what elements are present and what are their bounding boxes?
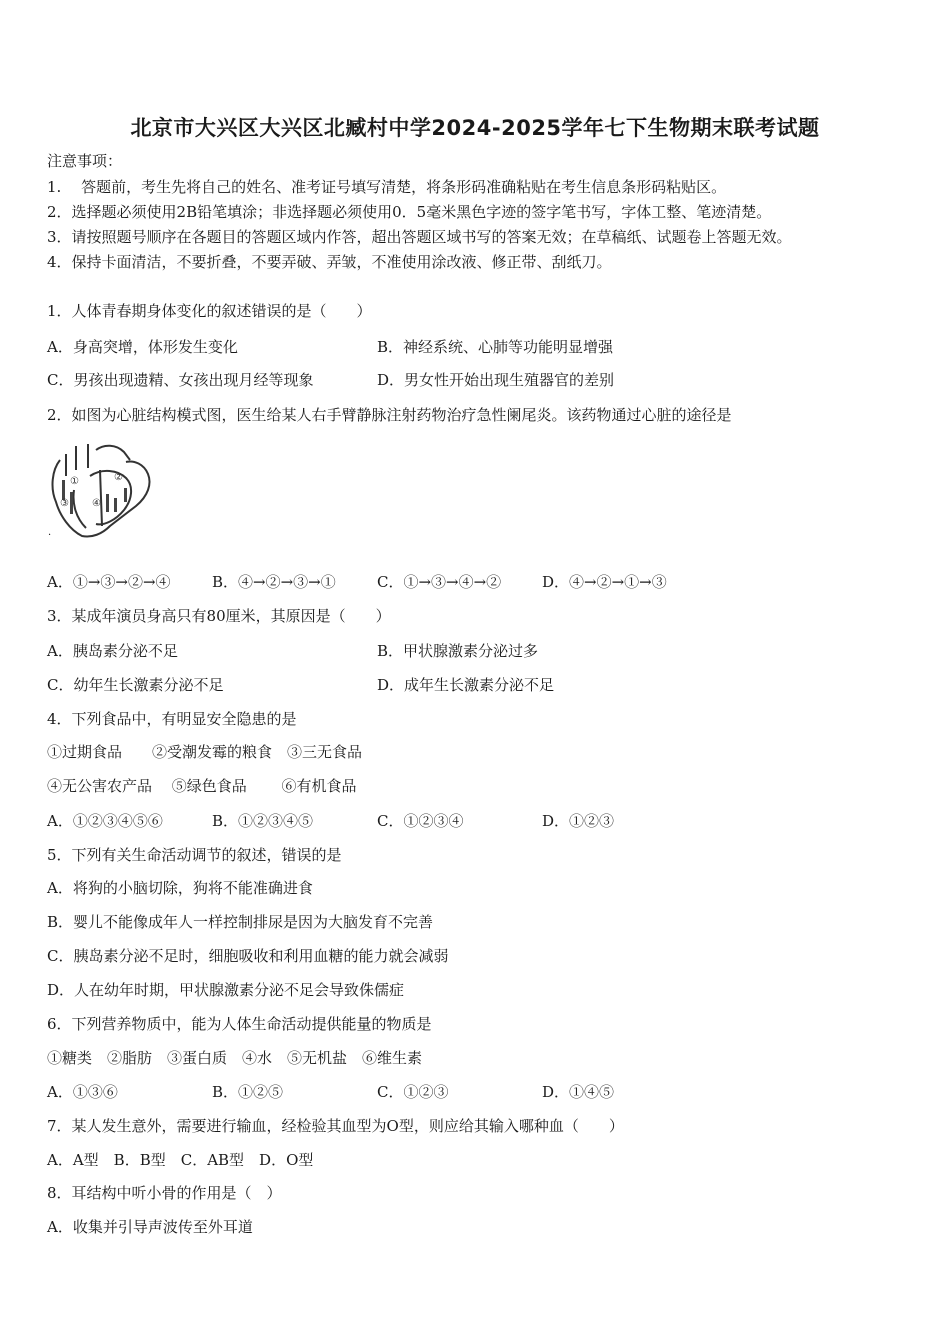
q3-option-d: D．成年生长激素分泌不足 (377, 676, 555, 694)
heart-diagram (46, 440, 158, 540)
q1-option-d: D．男女性开始出现生殖器官的差别 (377, 371, 615, 389)
q4-items-row-2: ④无公害农产品 ⑤绿色食品 ⑥有机食品 (47, 777, 357, 795)
q3-option-c: C．幼年生长激素分泌不足 (47, 676, 224, 694)
notice-item-1: 1. 答题前，考生先将自己的姓名、准考证号填写清楚，将条形码准确粘贴在考生信息条形码粘贴区。 (47, 178, 727, 196)
q3-option-b: B．甲状腺激素分泌过多 (377, 642, 539, 660)
q8-option-a: A．收集并引导声波传至外耳道 (47, 1218, 253, 1236)
q6-option-d: D．①④⑤ (542, 1083, 615, 1101)
q1-option-b: B．神经系统、心肺等功能明显增强 (377, 338, 614, 356)
heart-label-2: ② (114, 472, 123, 483)
q1-stem: 1．人体青春期身体变化的叙述错误的是（ ） (47, 302, 372, 320)
notice-heading: 注意事项： (47, 152, 123, 170)
q1-option-c: C．男孩出现遗精、女孩出现月经等现象 (47, 371, 314, 389)
q4-items-row-1: ①过期食品 ②受潮发霉的粮食 ③三无食品 (47, 743, 363, 761)
q6-stem: 6．下列营养物质中，能为人体生命活动提供能量的物质是 (47, 1015, 432, 1033)
q5-option-a: A．将狗的小脑切除，狗将不能准确进食 (47, 879, 313, 897)
q6-option-c: C．①②③ (377, 1083, 449, 1101)
q2-option-d: D．④→②→①→③ (542, 573, 667, 591)
notice-item-3: 3．请按照题号顺序在各题目的答题区域内作答，超出答题区域书写的答案无效；在草稿纸、试题卷上答题无效。 (47, 228, 792, 246)
q3-stem: 3．某成年演员身高只有80厘米，其原因是（ ） (47, 607, 391, 625)
notice-item-2: 2．选择题必须使用2B铅笔填涂；非选择题必须使用0．5毫米黑色字迹的签字笔书写，字体工整、笔迹清楚。 (47, 203, 772, 221)
q6-option-b: B．①②⑤ (212, 1083, 284, 1101)
q4-option-c: C．①②③④ (377, 812, 464, 830)
q5-stem: 5．下列有关生命活动调节的叙述，错误的是 (47, 846, 342, 864)
q4-stem: 4．下列食品中，有明显安全隐患的是 (47, 710, 297, 728)
q7-stem: 7．某人发生意外，需要进行输血，经检验其血型为O型，则应给其输入哪种血（ ） (47, 1117, 624, 1135)
q4-option-b: B．①②③④⑤ (212, 812, 314, 830)
heart-label-3: ③ (60, 498, 69, 509)
q5-option-d: D．人在幼年时期，甲状腺激素分泌不足会导致侏儒症 (47, 981, 405, 999)
heart-label-1: ① (70, 476, 79, 487)
q2-option-c: C．①→③→④→② (377, 573, 502, 591)
image-anchor-mark: · (48, 530, 52, 541)
page-title: 北京市大兴区大兴区北臧村中学2024-2025学年七下生物期末联考试题 (130, 116, 820, 140)
q2-option-a: A．①→③→②→④ (47, 573, 171, 591)
q2-option-b: B．④→②→③→① (212, 573, 336, 591)
heart-label-4: ④ (92, 498, 101, 509)
q8-stem: 8．耳结构中听小骨的作用是（ ） (47, 1184, 282, 1202)
q5-option-b: B．婴儿不能像成年人一样控制排尿是因为大脑发育不完善 (47, 913, 434, 931)
q4-option-a: A．①②③④⑤⑥ (47, 812, 163, 830)
q2-stem: 2．如图为心脏结构模式图，医生给某人右手臂静脉注射药物治疗急性阑尾炎。该药物通过心脏的途径是 (47, 406, 732, 424)
q7-options: A．A型 B．B型 C．AB型 D．O型 (47, 1151, 314, 1169)
q4-option-d: D．①②③ (542, 812, 615, 830)
q3-option-a: A．胰岛素分泌不足 (47, 642, 178, 660)
q6-items: ①糖类 ②脂肪 ③蛋白质 ④水 ⑤无机盐 ⑥维生素 (47, 1049, 423, 1067)
q6-option-a: A．①③⑥ (47, 1083, 118, 1101)
q1-option-a: A．身高突增，体形发生变化 (47, 338, 238, 356)
notice-item-4: 4．保持卡面清洁，不要折叠，不要弄破、弄皱，不准使用涂改液、修正带、刮纸刀。 (47, 253, 612, 271)
q5-option-c: C．胰岛素分泌不足时，细胞吸收和利用血糖的能力就会减弱 (47, 947, 449, 965)
